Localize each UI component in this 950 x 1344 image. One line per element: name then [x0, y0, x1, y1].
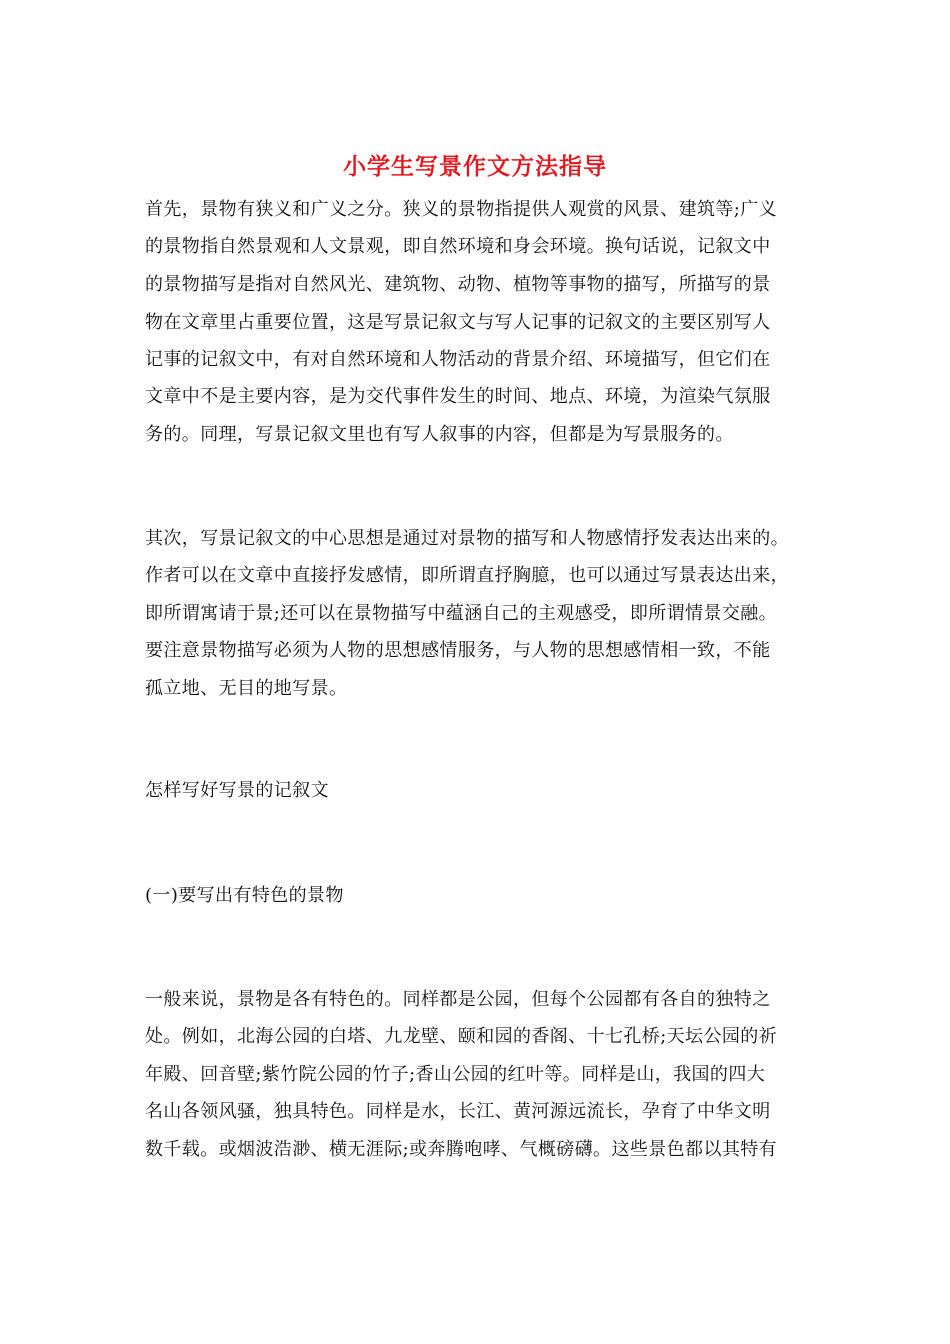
text-line: 孤立地、无目的地写景。 — [145, 678, 348, 699]
text-line: 数千载。或烟波浩渺、横无涯际;或奔腾咆哮、气概磅礴。这些景色都以其特有 — [145, 1139, 778, 1160]
subsection-heading: (一)要写出有特色的景物 — [145, 885, 344, 906]
text-line: 其次，写景记叙文的中心思想是通过对景物的描写和人物感情抒发表达出来的。 — [145, 528, 789, 549]
text-line: 一般来说，景物是各有特色的。同样都是公园，但每个公园都有各自的独特之 — [145, 989, 771, 1010]
text-line: 的景物描写是指对自然风光、建筑物、动物、植物等事物的描写，所描写的景 — [145, 274, 771, 295]
text-line: 作者可以在文章中直接抒发感情，即所谓直抒胸臆，也可以通过写景表达出来， — [145, 565, 789, 586]
section-heading: 怎样写好写景的记叙文 — [145, 780, 329, 801]
text-line: 要注意景物描写必须为人物的思想感情服务，与人物的思想感情相一致，不能 — [145, 640, 771, 661]
text-line: 首先，景物有狭义和广义之分。狭义的景物指提供人观赏的风景、建筑等;广义 — [145, 199, 778, 220]
text-line: 记事的记叙文中，有对自然环境和人物活动的背景介绍、环境描写，但它们在 — [145, 349, 771, 370]
text-line: 文章中不是主要内容，是为交代事件发生的时间、地点、环境，为渲染气氛服 — [145, 386, 771, 407]
text-line: 的景物指自然景观和人文景观，即自然环境和身会环境。换句话说，记叙文中 — [145, 236, 771, 257]
text-line: 名山各领风骚，独具特色。同样是水，长江、黄河源远流长，孕育了中华文明 — [145, 1101, 771, 1122]
text-line: 处。例如，北海公园的白塔、九龙壁、颐和园的香阁、十七孔桥;天坛公园的祈 — [145, 1026, 778, 1047]
text-line: 务的。同理，写景记叙文里也有写人叙事的内容，但都是为写景服务的。 — [145, 424, 734, 445]
text-line: 年殿、回音壁;紫竹院公园的竹子;香山公园的红叶等。同样是山，我国的四大 — [145, 1064, 766, 1085]
text-line: 物在文章里占重要位置，这是写景记叙文与写人记事的记叙文的主要区别写人 — [145, 312, 771, 333]
text-line: 即所谓寓请于景;还可以在景物描写中蕴涵自己的主观感受，即所谓情景交融。 — [145, 603, 778, 624]
page-title: 小学生写景作文方法指导 — [343, 153, 607, 180]
